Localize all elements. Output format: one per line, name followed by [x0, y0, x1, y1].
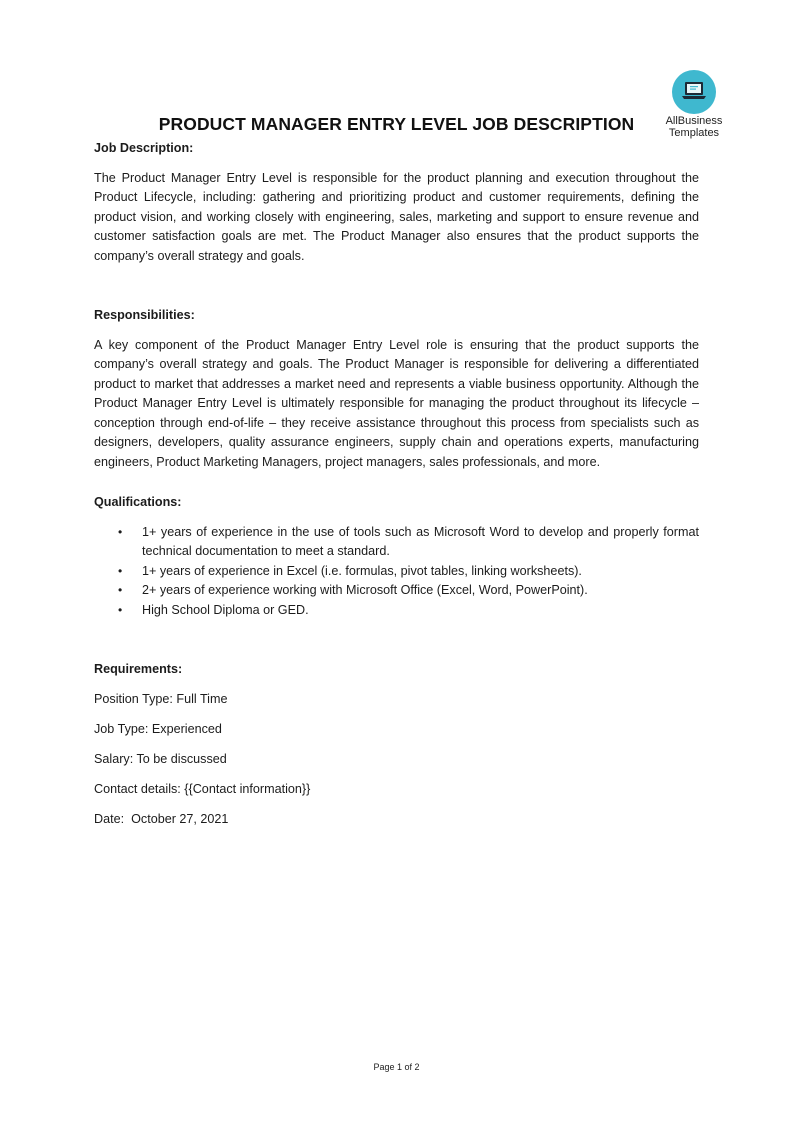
- list-item: [94, 601, 699, 621]
- page-number: Page 1 of 2: [373, 1062, 420, 1072]
- date: Date: October 27, 2021: [94, 812, 229, 826]
- document-title: PRODUCT MANAGER ENTRY LEVEL JOB DESCRIPTION: [158, 114, 635, 134]
- qualification-text: High School Diploma or GED.: [142, 602, 309, 617]
- job-type: Job Type: Experienced: [94, 722, 222, 736]
- bullet-icon: •: [118, 602, 123, 617]
- qualifications-list: [94, 523, 699, 621]
- job-description-heading: Job Description:: [94, 141, 194, 155]
- position-type: Position Type: Full Time: [94, 692, 228, 706]
- logo-text-line1: AllBusiness: [665, 115, 723, 127]
- requirements-heading: Requirements:: [94, 662, 183, 676]
- salary: Salary: To be discussed: [94, 752, 227, 766]
- contact-details: Contact details: {{Contact information}}: [94, 782, 311, 796]
- document-body: [94, 139, 699, 830]
- logo-text-line2: Templates: [668, 127, 720, 139]
- qualification-text: 1+ years of experience in Excel (i.e. formulas, pivot tables, linking worksheets).: [142, 563, 582, 578]
- list-item: [94, 523, 699, 562]
- qualification-text: 2+ years of experience working with Microsoft Office (Excel, Word, PowerPoint).: [142, 583, 588, 597]
- qualifications-heading: Qualifications:: [94, 495, 182, 509]
- laptop-icon: [672, 70, 716, 114]
- qualification-text: 1+ years of experience in the use of tools such as Microsoft Word to develop and properly format technical documentation to meet a standard.: [142, 524, 699, 558]
- bullet-icon: •: [118, 563, 123, 578]
- list-item: [94, 562, 699, 582]
- job-description-text: The Product Manager Entry Level is responsible for the product planning and execution throughout the Product Lifecycle, including: gathering and prioritizing product and customer requirements, defining the product vision, and working closely with engineering, sales, marketing and support to ensure revenue and customer satisfaction goals are met. The Product Manager also ensures that the product supports the company’s overall strategy and goals.: [94, 170, 699, 263]
- bullet-icon: •: [118, 583, 123, 597]
- bullet-icon: •: [118, 524, 123, 539]
- responsibilities-text: A key component of the Product Manager Entry Level role is ensuring that the product supports the company’s overall strategy and goals. The Product Manager is responsible for delivering a differentiated product to market that addresses a market need and represents a viable business opportunity. Although the Product Manager Entry Level is ultimately responsible for managing the product throughout its lifecycle – conception through end-of-life – they receive assistance throughout this process from specialists such as designers, developers, quality assurance engineers, supply chain and operations experts, manufacturing engineers, Product Marketing Managers, project managers, sales professionals, and more.: [94, 337, 699, 469]
- responsibilities-heading: Responsibilities:: [94, 308, 195, 322]
- list-item: [94, 581, 699, 601]
